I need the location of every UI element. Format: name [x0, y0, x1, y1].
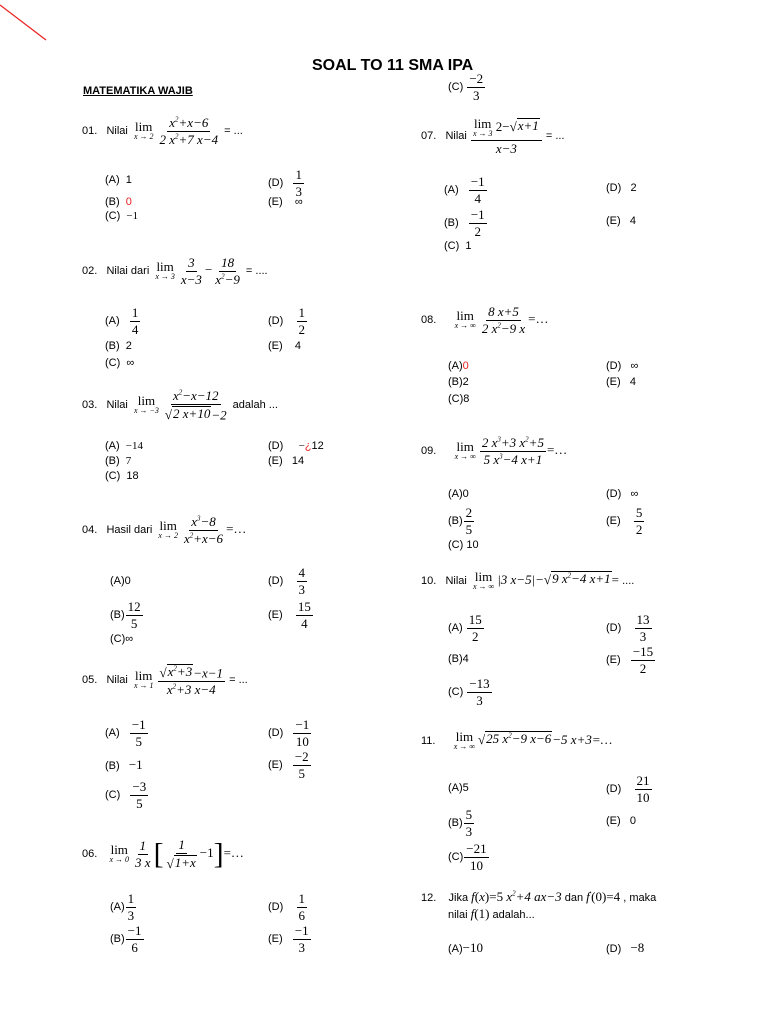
page-title: SOAL TO 11 SMA IPA	[312, 57, 474, 74]
q07-option-b: (B) $\frac{-1}{2}$	[444, 207, 485, 239]
q04-option-b: (B) $\frac{12}{5}$	[110, 599, 141, 631]
question-12: 12. Jika f(x)=5 $x^2+4$ ax−3 dan f'(0)=4 , maka	[421, 889, 657, 904]
q06-option-a: (A) $\frac{1}{3}$	[110, 891, 135, 923]
question-text: Nilai dari	[106, 265, 150, 278]
q09-option-b: (B) $\frac{2}{5}$	[448, 505, 473, 537]
question-number: 03.	[82, 399, 98, 412]
q12-option-a: (A)−10	[448, 940, 484, 955]
question-text: Nilai	[445, 130, 467, 143]
question-12-line2: nilai f(1) adalah...	[448, 906, 535, 921]
question-11: 11. lim x → ∞ √ 25 $x^2-9$ x−6 −5 x+3=…	[421, 729, 613, 751]
q06-option-c: (C) $\frac{-2}{3}$	[448, 71, 484, 103]
question-text: Nilai	[106, 674, 128, 687]
q04-option-c: (C)∞	[110, 633, 134, 645]
q01-option-d: (D) $\frac{1}{3}$	[268, 167, 302, 199]
question-text: Nilai	[106, 125, 128, 138]
question-09: 09. lim x → ∞ $\frac{2 x^3+3 x^2+5}{5 x^3-4 x+1}$ =…	[421, 435, 568, 467]
equals-text: = ....	[245, 265, 268, 278]
question-05: 05. Nilai lim x → 1 √ $x^2+3$ −x−1 $x^2+3$ x−4 = ...	[82, 664, 248, 697]
question-text: Nilai	[445, 574, 467, 587]
q04-option-e: (E) $\frac{15}{4}$	[268, 599, 311, 631]
question-number: 02.	[82, 265, 98, 278]
q10-option-b: (B)4	[448, 653, 469, 665]
q03-option-b: (B) 7	[105, 455, 132, 467]
question-04: 04. Hasil dari lim x → 2 $\frac{x^3-8}{x^2+x-6}$ =…	[82, 514, 247, 546]
question-number: 12.	[421, 892, 437, 904]
q03-option-d: (D) −¿12	[268, 440, 324, 452]
q10-option-c: (C) $\frac{-13}{3}$	[448, 676, 490, 708]
q05-option-d: (D) $\frac{-1}{10}$	[268, 717, 310, 749]
equals-text: = ...	[545, 130, 565, 143]
equals-text: = ...	[224, 125, 243, 138]
q02-option-a: (A) $\frac{1}{4}$	[105, 305, 139, 337]
q09-option-a: (A)0	[448, 488, 469, 500]
q08-option-d: (D) ∞	[606, 360, 639, 372]
q01-option-a: (A) 1	[105, 174, 132, 186]
q07-option-a: (A) $\frac{-1}{4}$	[444, 174, 485, 206]
q05-option-c: (C) $\frac{-3}{5}$	[105, 779, 147, 811]
question-08: 08. lim x → ∞ $\frac{8 x+5}{2 x^2-9 x}$ =…	[421, 304, 549, 336]
equals-text: = ...	[229, 674, 248, 687]
question-number: 07.	[421, 130, 437, 143]
question-10: 10. Nilai lim x → ∞ |3 x−5|− √ 9 $x^2-4$ x+1 = ....	[421, 569, 635, 591]
q09-option-c: (C) 10	[448, 539, 479, 551]
q08-option-c: (C)8	[448, 393, 470, 405]
q11-option-c: (C) $\frac{-21}{10}$	[448, 841, 487, 873]
q07-option-d: (D) 2	[606, 182, 637, 194]
question-number: 01.	[82, 125, 98, 138]
question-01: 01. Nilai lim x → 2 $\frac{x^2+x-6}{2 x^2+7 x-4}$ = ...	[82, 115, 243, 147]
q01-option-b: (B) 0	[105, 196, 132, 208]
q02-option-c: (C) ∞	[105, 357, 135, 369]
q10-option-a: (A) $\frac{15}{2}$	[448, 612, 482, 644]
question-number: 09.	[421, 445, 437, 458]
section-heading: MATEMATIKA WAJIB	[83, 85, 193, 97]
q03-option-e: (E) 14	[268, 455, 305, 467]
q02-option-d: (D) $\frac{1}{2}$	[268, 305, 306, 337]
q05-option-a: (A) $\frac{-1}{5}$	[105, 717, 146, 749]
q06-option-e: (E) $\frac{-1}{3}$	[268, 923, 309, 955]
question-06: 06. lim x → 0 $\frac{1}{3 x}$ [ 1 √ 1+x −1]=…	[82, 837, 244, 871]
q03-option-c: (C) 18	[105, 470, 139, 482]
q07-option-c: (C) 1	[444, 240, 472, 252]
question-text-tail: adalah ...	[232, 399, 278, 412]
q10-option-e: (E) $\frac{-15}{2}$	[606, 644, 654, 676]
q12-option-d: (D) −8	[606, 940, 645, 955]
question-03: 03. Nilai lim x → −3 $x^2-x-12$ √ 2 x+10 −2 adalah ...	[82, 388, 278, 422]
question-number: 11.	[421, 734, 436, 747]
q10-option-d: (D) $\frac{13}{3}$	[606, 612, 650, 644]
q07-option-e: (E) 4	[606, 215, 636, 227]
q04-option-d: (D) $\frac{4}{3}$	[268, 565, 306, 597]
q04-option-a: (A)0	[110, 575, 131, 587]
question-number: 10.	[421, 574, 437, 587]
question-text: Nilai	[106, 399, 128, 412]
q08-option-a: (A)0	[448, 360, 469, 372]
question-number: 04.	[82, 524, 98, 537]
q11-option-a: (A)5	[448, 782, 469, 794]
q02-option-b: (B) 2	[105, 340, 132, 352]
red-corner-line	[0, 0, 60, 50]
q09-option-d: (D) ∞	[606, 488, 639, 500]
q08-option-b: (B)2	[448, 376, 469, 388]
q03-option-a: (A) −14	[105, 440, 144, 452]
question-text: Jika	[448, 892, 469, 904]
question-02: 02. Nilai dari lim x → 3 $\frac{3}{x-3}$ − $\frac{18}{x^2-9}$ = ....	[82, 255, 268, 287]
q08-option-e: (E) 4	[606, 376, 636, 388]
question-number: 08.	[421, 314, 437, 327]
q05-option-b: (B) −1	[105, 757, 143, 772]
question-07: 07. Nilai lim x → 3 2− √ x+1 x−3 = ...	[421, 116, 565, 156]
q11-option-b: (B) $\frac{5}{3}$	[448, 807, 473, 839]
q11-option-e: (E) 0	[606, 815, 636, 827]
question-number: 06.	[82, 848, 98, 861]
q09-option-e: (E) $\frac{5}{2}$	[606, 505, 643, 537]
q05-option-e: (E) $\frac{-2}{5}$	[268, 749, 309, 781]
q01-option-e: (E) ∞	[268, 196, 303, 208]
q06-option-b: (B) $\frac{-1}{6}$	[110, 923, 142, 955]
q11-option-d: (D) $\frac{21}{10}$	[606, 773, 650, 805]
q06-option-d: (D) $\frac{1}{6}$	[268, 891, 306, 923]
question-number: 05.	[82, 674, 98, 687]
q02-option-e: (E) 4	[268, 340, 302, 352]
question-text: Hasil dari	[106, 524, 153, 537]
q01-option-c: (C) −1	[105, 210, 139, 222]
